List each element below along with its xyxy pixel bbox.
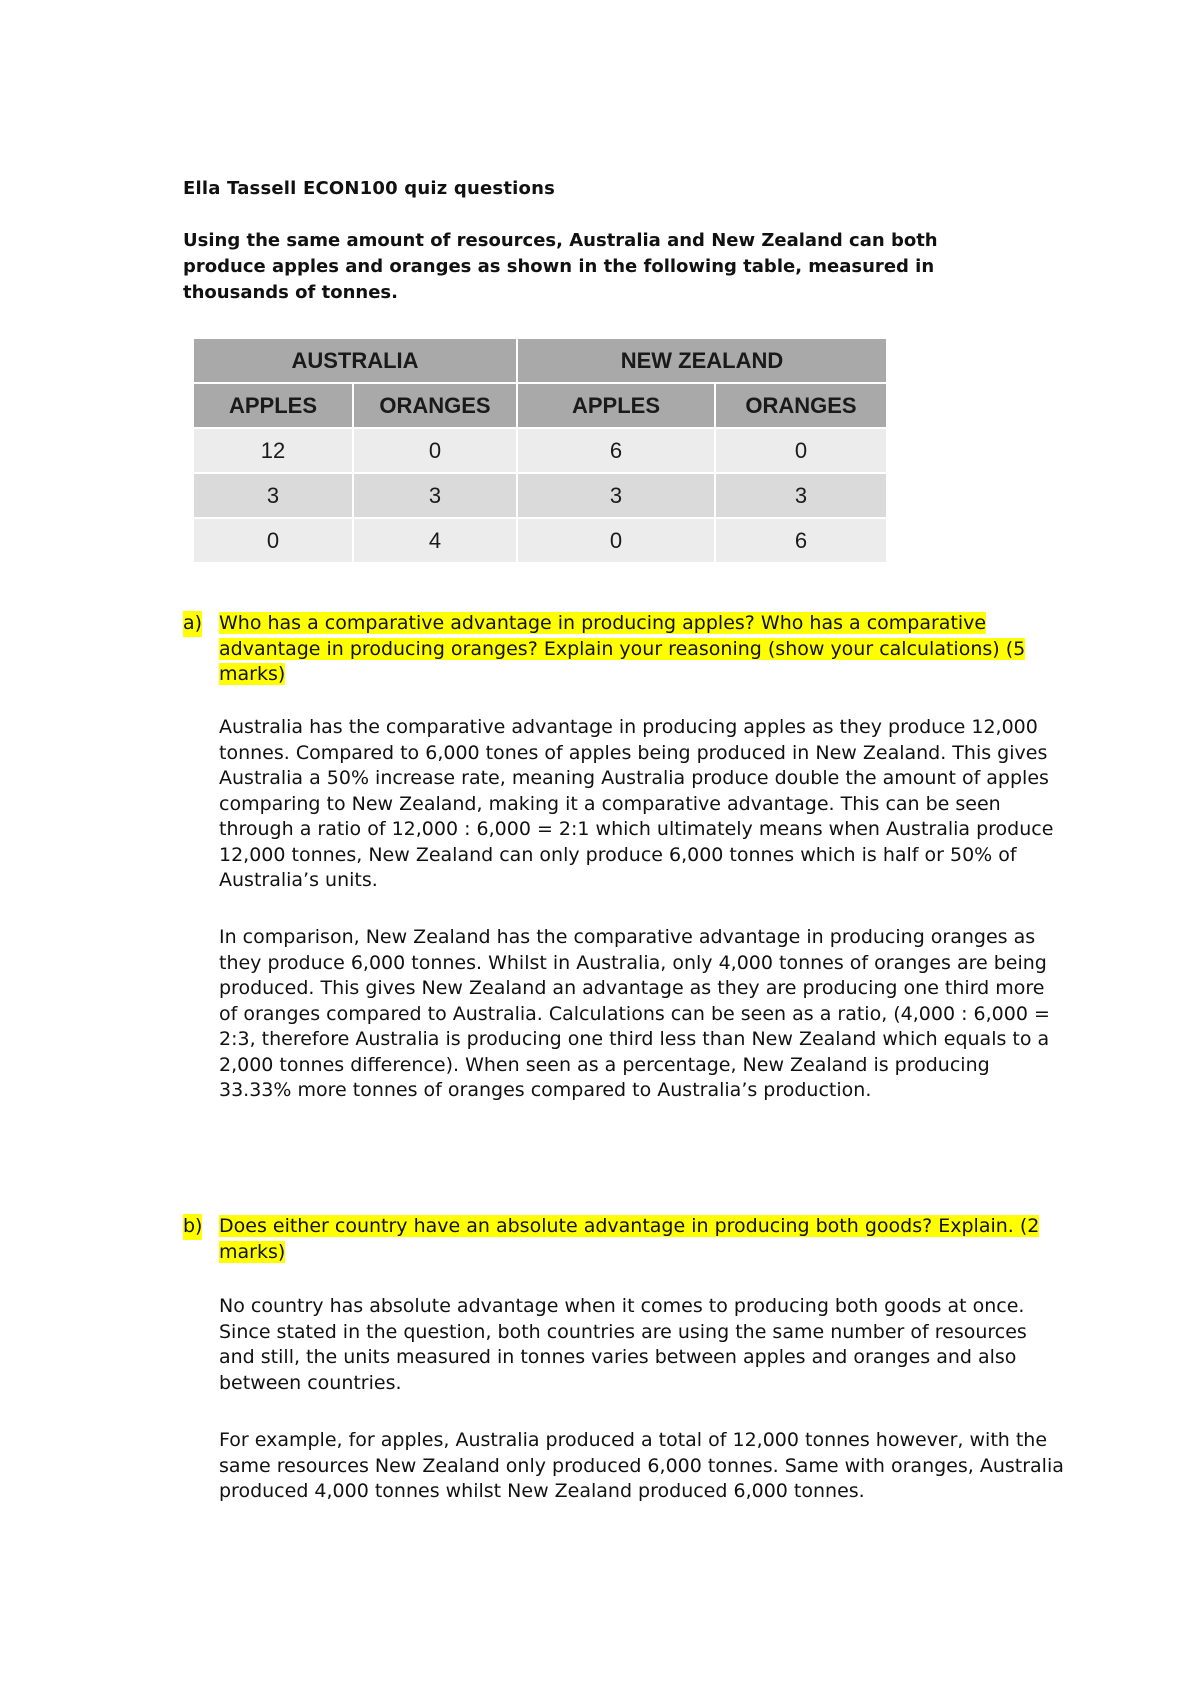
table-cell: 6: [517, 428, 715, 473]
group-header-new-zealand: NEW ZEALAND: [517, 338, 887, 383]
answer-a-paragraph-1: Australia has the comparative advantage in producing apples as they produce 12,000 tonnes. Compared to 6,000 tones of apples being produced in New Zealand. This gives Australia a 50% increase rate, meaning Australia produce double the amount of apples comparing to New Zealand, making it a comparative advantage. This can be seen through a ratio of 12,000 : 6,000 = 2:1 which ultimately means when Australia produce 12,000 tonnes, New Zealand can only produce 6,000 tonnes which is half or 50% of Australia’s units.: [219, 716, 1054, 891]
production-table: [192, 337, 888, 564]
question-b-text: Does either country have an absolute advantage in producing both goods? Explain. (2 marks): [219, 1215, 1040, 1263]
table-cell: 3: [193, 473, 353, 518]
column-header-nz-apples: APPLES: [517, 383, 715, 428]
table-column-header-row: [193, 383, 887, 428]
question-a: [183, 611, 1063, 688]
table-cell: 0: [715, 428, 887, 473]
question-intro: Using the same amount of resources, Australia and New Zealand can both produce apples and oranges as shown in the following table, measured in thousands of tonnes.: [183, 230, 938, 303]
table-cell: 0: [353, 428, 517, 473]
document-title: Ella Tassell ECON100 quiz questions: [183, 178, 556, 199]
answer-b-paragraph-1: No country has absolute advantage when it comes to producing both goods at once. Since stated in the question, both countries are using the same number of resources and still, the units measured in tonnes varies between apples and oranges and also between countries.: [219, 1295, 1027, 1394]
table-cell: 3: [517, 473, 715, 518]
column-header-au-apples: APPLES: [193, 383, 353, 428]
column-header-nz-oranges: ORANGES: [715, 383, 887, 428]
question-b-label: b): [183, 1214, 202, 1240]
table-row: [193, 473, 887, 518]
table-cell: 3: [353, 473, 517, 518]
answer-a-paragraph-2: In comparison, New Zealand has the comparative advantage in producing oranges as they produce 6,000 tonnes. Whilst in Australia, only 4,000 tonnes of oranges are being produced. This gives New Zealand an advantage as they are producing one third more of oranges compared to Australia. Calculations can be seen as a ratio, (4,000 : 6,000 = 2:3, therefore Australia is producing one third less than New Zealand which equals to a 2,000 tonnes difference). When seen as a percentage, New Zealand is producing 33.33% more tonnes of oranges compared to Australia’s production.: [219, 926, 1050, 1101]
table-cell: 12: [193, 428, 353, 473]
table-group-header-row: [193, 338, 887, 383]
question-a-text: Who has a comparative advantage in producing apples? Who has a comparative advantage in producing oranges? Explain your reasoning (show your calculations) (5 marks): [219, 612, 1026, 685]
table-cell: 6: [715, 518, 887, 563]
question-a-label: a): [183, 611, 202, 637]
table-cell: 0: [517, 518, 715, 563]
answer-b-paragraph-2: For example, for apples, Australia produced a total of 12,000 tonnes however, with the same resources New Zealand only produced 6,000 tonnes. Same with oranges, Australia produced 4,000 tonnes whilst New Zealand produced 6,000 tonnes.: [219, 1429, 1064, 1502]
table-row: [193, 518, 887, 563]
column-header-au-oranges: ORANGES: [353, 383, 517, 428]
table-cell: 4: [353, 518, 517, 563]
table-cell: 0: [193, 518, 353, 563]
table-row: [193, 428, 887, 473]
table-cell: 3: [715, 473, 887, 518]
group-header-australia: AUSTRALIA: [193, 338, 517, 383]
question-b: [183, 1214, 1063, 1265]
